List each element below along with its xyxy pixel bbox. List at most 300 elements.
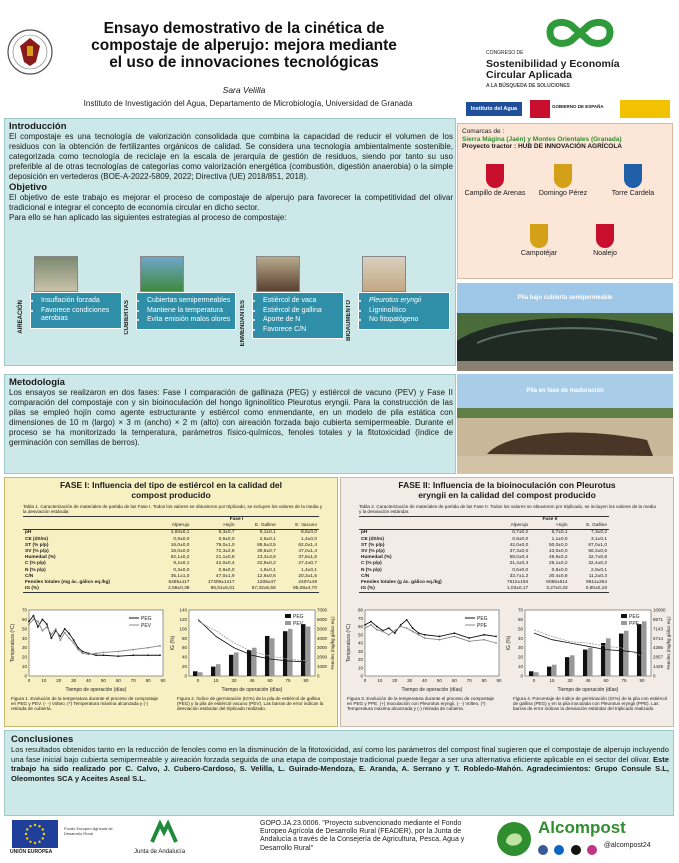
partner-logos bbox=[462, 98, 674, 120]
figure3-chart bbox=[345, 604, 505, 694]
data-point bbox=[376, 629, 378, 631]
eu-star bbox=[34, 842, 36, 844]
intro-heading: Introducción bbox=[9, 121, 67, 132]
x-axis-label: Tiempo de operación (días) bbox=[65, 687, 127, 693]
facebook-icon[interactable] bbox=[538, 845, 548, 855]
municipio-name: Torre Cardela bbox=[611, 190, 655, 197]
data-point bbox=[42, 630, 44, 632]
table-cell: CE (dS/m) bbox=[25, 536, 48, 542]
x-tick-label: 10 bbox=[377, 678, 383, 683]
data-point bbox=[37, 620, 39, 622]
y-tick-label: 0 bbox=[24, 673, 27, 679]
data-point bbox=[394, 632, 396, 634]
strategy-aireación bbox=[18, 256, 124, 360]
table-cell: 79,0±1,0 bbox=[215, 542, 235, 548]
x-tick-label: 80 bbox=[145, 678, 151, 683]
table-cell: 1,4±0,0 bbox=[301, 536, 317, 542]
strategy-item: • Cubiertas semipermeables bbox=[147, 297, 232, 306]
table-cell: 2407±49 bbox=[298, 580, 317, 586]
x-axis-label: Tiempo de operación (días) bbox=[557, 687, 619, 693]
data-point bbox=[95, 654, 97, 656]
table-cell: 17409±1417 bbox=[207, 580, 235, 586]
strategy-cubiertas bbox=[124, 256, 238, 360]
y-axis-label: IG (%) bbox=[170, 635, 176, 651]
data-point bbox=[82, 651, 84, 653]
comarcas-region: Sierra Mágina (Jaén) y Montes Orientales (Granada) bbox=[462, 135, 622, 143]
bar-peg bbox=[283, 631, 288, 676]
table-row bbox=[359, 530, 609, 537]
municipio bbox=[508, 224, 570, 258]
intro-text: El compostaje es una tecnología de valorización consolidada que combina la capacidad de reducir el volumen de los residuos con la obtención de fertilizantes orgánicos de calidad. Se considera una tecnología ambientalmente sostenible, categorizada como tecnología de reciclaje en la escala de jerarquía de gestión de residuos, siendo por tanto su uso preferible al de otras tecnologías de categorías como valorización energética (combustión, digestión anaerobia) o la simple deposición en vertederos (BOE-A-2022-5809, 2022; Directiva (UE) 2018/851, 2018). bbox=[9, 132, 453, 181]
bar-ppe bbox=[642, 621, 647, 676]
x-tick-label: 30 bbox=[71, 678, 77, 683]
table-cell: 21,4±0,4 bbox=[509, 561, 529, 567]
instagram-icon[interactable] bbox=[587, 845, 597, 855]
data-point bbox=[28, 620, 30, 622]
data-point bbox=[132, 649, 134, 651]
table-cell: 95,08±4,70 bbox=[278, 586, 319, 593]
data-point bbox=[382, 631, 384, 633]
y-tick-label: 80 bbox=[181, 635, 187, 641]
x-tick-label: 80 bbox=[481, 678, 487, 683]
bar-pev bbox=[198, 672, 203, 676]
x-tick-label: 10 bbox=[41, 678, 47, 683]
x-tick-label: 0 bbox=[532, 678, 536, 683]
y-tick-label: 0 bbox=[184, 673, 187, 679]
proyecto-tractor: Proyecto tractor : HUB DE INNOVACIÓN AGRÍCOLA bbox=[462, 143, 622, 150]
bar-ppe bbox=[534, 672, 539, 676]
table-cell: 50,0±0,0 bbox=[548, 542, 568, 548]
table-cell: 6,3±0,7 bbox=[218, 530, 235, 536]
x-tick-label: 60 bbox=[603, 678, 609, 683]
table-cell: 9611±264 bbox=[586, 580, 607, 586]
institution: Instituto de Investigación del Agua, Departamento de Microbiología, Universidad de Granada bbox=[83, 99, 413, 108]
table-cell: 13,3±3,5 bbox=[257, 555, 276, 561]
metodologia-heading: Metodología bbox=[9, 377, 65, 388]
x-tick-label: 50 bbox=[100, 678, 106, 683]
coat-of-arms-icon bbox=[554, 164, 572, 188]
table-cell: 42,0±0,0 bbox=[509, 542, 529, 548]
table-cell: 7512±194 bbox=[506, 580, 529, 586]
bar-ppe bbox=[570, 655, 575, 676]
congress-line1: Sostenibilidad y Economía bbox=[486, 58, 620, 70]
data-point bbox=[424, 634, 426, 636]
data-point bbox=[483, 634, 485, 636]
table-cell: 9,1±0,1 bbox=[259, 530, 276, 536]
table-cell: 3,27±0,33 bbox=[530, 586, 569, 593]
y-axis-label: Temperatura (ºC) bbox=[10, 623, 16, 663]
congress-small: CONGRESO DE bbox=[486, 50, 524, 56]
bar-peg bbox=[637, 624, 642, 676]
x-tick-label: 75 bbox=[285, 678, 291, 683]
bar-peg bbox=[565, 657, 570, 676]
table-cell: 42,0±0,4 bbox=[215, 561, 235, 567]
table-cell: 0,9±0,0 bbox=[218, 567, 235, 573]
table-cell: 7,3±0,2 bbox=[591, 530, 607, 536]
y2-tick-label: 8571 bbox=[653, 616, 664, 622]
y-tick-label: 0 bbox=[520, 673, 523, 679]
table-cell: pH bbox=[25, 530, 32, 536]
figure3-caption: Figura 3. Evolución de la temperatura durante el proceso de compostaje en PEG y PPE. (+) Inoculación con Pleurotus eryngii, (- -) Volteo, (*) Temperatura máxima alcanzada y (-) retirada de cubierta. bbox=[347, 696, 495, 712]
x-icon[interactable] bbox=[571, 845, 581, 855]
recycle-loop-icon bbox=[540, 14, 630, 50]
strategy-item: • No fitopatógeno bbox=[369, 316, 446, 325]
pila2-caption: Pila en fase de maduración bbox=[526, 388, 604, 394]
y-tick-label: 30 bbox=[357, 648, 363, 654]
y-tick-label: 40 bbox=[181, 654, 187, 660]
x-axis-label: Tiempo de operación (días) bbox=[401, 687, 463, 693]
table-cell: 16,0±0,0 bbox=[170, 549, 190, 555]
objetivo-heading: Objetivo bbox=[9, 182, 48, 193]
data-point bbox=[159, 654, 161, 656]
data-point bbox=[46, 623, 48, 625]
conclusiones-panel bbox=[4, 730, 674, 816]
table-cell: 27,4±0,7 bbox=[298, 561, 317, 567]
table-cell: N (% p/p) bbox=[361, 567, 382, 573]
x-tick-label: 60 bbox=[451, 678, 457, 683]
x-tick-label: 0 bbox=[196, 678, 200, 683]
coat-of-arms-icon bbox=[530, 224, 548, 248]
pila-photo-1 bbox=[457, 283, 673, 371]
brand-name: Alcompost bbox=[538, 818, 626, 837]
legend-label: PEV bbox=[293, 621, 304, 627]
data-point bbox=[64, 628, 66, 630]
junta-andalucia-icon bbox=[144, 818, 184, 846]
legend-label: PEG bbox=[477, 616, 488, 622]
fase1-panel bbox=[4, 477, 338, 727]
eu-star bbox=[34, 824, 36, 826]
y-tick-label: 30 bbox=[21, 645, 27, 651]
data-point bbox=[103, 654, 105, 656]
data-point bbox=[147, 654, 149, 656]
table-cell: 8,6±0,0 bbox=[301, 530, 317, 536]
table2 bbox=[359, 516, 609, 593]
data-point bbox=[412, 627, 414, 629]
y-tick-label: 70 bbox=[21, 607, 27, 613]
y-tick-label: 10 bbox=[357, 665, 363, 671]
data-point bbox=[42, 619, 44, 621]
table-header: Alperujo bbox=[154, 523, 191, 530]
strategy-item: • Estiércol de gallina bbox=[263, 307, 340, 316]
y2-tick-label: 6000 bbox=[317, 616, 328, 622]
data-point bbox=[376, 626, 378, 628]
congress-tagline: A LA BÚSQUEDA DE SOLUCIONES bbox=[486, 83, 570, 89]
table-cell: 3,1±0,1 bbox=[591, 536, 607, 542]
junta-label: Junta de Andalucía bbox=[134, 849, 186, 855]
data-point bbox=[388, 627, 390, 629]
data-point bbox=[103, 652, 105, 654]
social-handle[interactable]: @alcompost24 bbox=[603, 842, 651, 849]
table-cell: 1,1±0,0 bbox=[551, 536, 568, 542]
y-tick-label: 100 bbox=[179, 626, 187, 632]
linkedin-icon[interactable] bbox=[554, 845, 564, 855]
municipio bbox=[464, 164, 526, 198]
y-tick-label: 50 bbox=[21, 626, 27, 632]
table-cell: 2,5±0,1 bbox=[259, 536, 276, 542]
y2-axis-label: Fenoles (mg/kg gálico eq.) bbox=[666, 616, 671, 670]
footer bbox=[4, 818, 674, 860]
bar-peg bbox=[301, 624, 306, 676]
x-tick-label: 20 bbox=[56, 678, 62, 683]
legend-swatch bbox=[621, 614, 627, 618]
x-tick-label: 90 bbox=[303, 678, 309, 683]
table-cell: IG (%) bbox=[23, 586, 154, 593]
table-cell: 1,03±0,17 bbox=[491, 586, 530, 593]
data-point bbox=[55, 628, 57, 630]
y-tick-label: 140 bbox=[179, 607, 187, 613]
eu-star bbox=[25, 833, 27, 835]
y-tick-label: 50 bbox=[517, 626, 523, 632]
table-cell: SV (% p/p) bbox=[25, 549, 49, 555]
data-point bbox=[418, 632, 420, 634]
eu-star bbox=[38, 841, 40, 843]
table-cell: SV (% p/p) bbox=[361, 549, 385, 555]
grant-text: GOPO.JA.23.0006. "Proyecto subvencionado mediante el Fondo Europeo Agrícola de Desarrollo Rural (FEADER), por la Junta de Andalucía a través de la Consejería de Agricultura, Pesca, Agua y Desarrollo Rural" bbox=[260, 820, 465, 852]
strategy-item: • Mantiene la temperatura bbox=[147, 307, 232, 316]
y2-tick-label: 1429 bbox=[653, 664, 664, 670]
municipio-name: Noalejo bbox=[593, 250, 617, 257]
x-tick-label: 0 bbox=[363, 678, 367, 683]
x-tick-label: 60 bbox=[115, 678, 121, 683]
table-cell: 43,0±0,0 bbox=[548, 549, 568, 555]
y-tick-label: 60 bbox=[21, 616, 27, 622]
table-cell: 35,1±1,0 bbox=[170, 573, 190, 579]
y2-tick-label: 7143 bbox=[653, 626, 664, 632]
bar-ppe bbox=[588, 648, 593, 676]
fase2-title: FASE II: Influencia de la bioinoculación con Pleurotus eryngii en la calidad del compost producido bbox=[398, 480, 616, 500]
data-point bbox=[82, 652, 84, 654]
y-tick-label: 70 bbox=[517, 607, 523, 613]
legend-label: PEG bbox=[629, 614, 640, 620]
figure2-chart bbox=[169, 604, 337, 694]
bar-pev bbox=[234, 652, 239, 676]
y-tick-label: 30 bbox=[517, 645, 523, 651]
table-header: E. Vacuno bbox=[278, 523, 319, 530]
data-point bbox=[370, 624, 372, 626]
table1 bbox=[23, 516, 319, 593]
table-cell: 12,9±0,6 bbox=[257, 573, 276, 579]
bar-peg bbox=[211, 667, 216, 676]
y-tick-label: 10 bbox=[21, 664, 27, 670]
table-cell: 86,5±3,5 bbox=[257, 542, 276, 548]
strategy-photo bbox=[362, 256, 406, 292]
data-point bbox=[77, 649, 79, 651]
strategy-item: • Favorece C/N bbox=[263, 326, 340, 335]
bar-pev bbox=[288, 629, 293, 676]
data-point bbox=[364, 624, 366, 626]
table-cell: 57,32±5,58 bbox=[237, 586, 278, 593]
y-tick-label: 20 bbox=[357, 657, 363, 662]
municipio-name: Domingo Pérez bbox=[538, 190, 588, 197]
eu-star bbox=[26, 828, 28, 830]
table-cell: 0,6±0,0 bbox=[512, 567, 529, 573]
data-point bbox=[424, 637, 426, 639]
table-cell: pH bbox=[361, 530, 368, 536]
eu-star bbox=[43, 833, 45, 835]
y2-tick-label: 2857 bbox=[653, 654, 664, 660]
y2-tick-label: 4000 bbox=[317, 635, 328, 641]
data-point bbox=[468, 640, 470, 642]
y-axis-label: Temperatura (ºC) bbox=[346, 623, 352, 663]
x-tick-label: 50 bbox=[436, 678, 442, 683]
table-cell: ST (% p/p) bbox=[361, 542, 385, 548]
table-cell: 0,9±0,0 bbox=[173, 536, 190, 542]
coat-of-arms-icon bbox=[624, 164, 642, 188]
table-cell: 32,7±0,8 bbox=[588, 555, 607, 561]
coat-of-arms-icon bbox=[486, 164, 504, 188]
data-point bbox=[147, 647, 149, 649]
y2-tick-label: 0 bbox=[653, 673, 656, 679]
y2-tick-label: 1000 bbox=[317, 664, 328, 670]
metodologia-text: Los ensayos se realizaron en dos fases: Fase I comparación de gallinaza (PEG) y estiércol de vacuno (PEV) y Fase II comparación del compostaje con y sin bioinoculación del hongo ligninolítico Pleurotus eryngii. Para la construcción de las pilas se empleó hojín como agente estructurante y estiércol como enmendante, en un modelo de pila estática con dimensiones de 10 m (largo) × 3 m (ancho) × 2 m (alto) con aireación forzada bajo cubierta semipermeable. Durante el proceso se ha monitorizado la temperatura, parámetros físico-químicos, fenoles totales y la fitotoxicidad (índice de germinación con semillas de berros). bbox=[9, 388, 453, 447]
data-point bbox=[88, 653, 90, 655]
data-point bbox=[483, 639, 485, 641]
eu-sub: Fondo Europeo Agrícola de Desarrollo Rural bbox=[64, 826, 113, 836]
legend-label: PPE bbox=[629, 621, 640, 627]
data-point bbox=[439, 639, 441, 641]
table-header: E. Galline bbox=[237, 523, 278, 530]
university-logo bbox=[6, 24, 54, 80]
alcompost-logo-icon bbox=[494, 820, 534, 858]
data-point bbox=[400, 624, 402, 626]
y2-tick-label: 3000 bbox=[317, 645, 328, 651]
table-header: Hojín bbox=[191, 523, 236, 530]
y2-tick-label: 2000 bbox=[317, 654, 328, 660]
table-cell: 62,0±1,4 bbox=[298, 542, 317, 548]
table1-caption: Tabla 1. Caracterización de materiales de partida de las Fase I. Todos los valores se obtuvieron por triplicado, se incluyen los valores de la media y la desviación estándar. bbox=[23, 504, 323, 515]
legend-label: PEG bbox=[141, 616, 152, 622]
data-point bbox=[50, 634, 52, 636]
bar-peg bbox=[229, 655, 234, 676]
table-cell: ST (% p/p) bbox=[25, 542, 49, 548]
table-cell: 37,8±1,6 bbox=[298, 555, 317, 561]
data-point bbox=[73, 639, 75, 641]
y2-tick-label: 0 bbox=[317, 673, 320, 679]
x-tick-label: 40 bbox=[86, 678, 92, 683]
bar-peg bbox=[619, 634, 624, 676]
objetivo-text-2: Para ello se han aplicado las siguientes estrategias al proceso de compostaje: bbox=[9, 213, 287, 222]
data-point bbox=[68, 633, 70, 635]
strategy-item: • Insuflación forzada bbox=[41, 297, 118, 306]
strategy-photo bbox=[34, 256, 78, 292]
x-tick-label: 30 bbox=[231, 678, 237, 683]
x-tick-label: 15 bbox=[549, 678, 555, 683]
table-header bbox=[23, 523, 154, 530]
data-point bbox=[33, 615, 35, 617]
pila1-caption: Pila bajo cubierta semipermeable bbox=[517, 295, 613, 301]
y2-axis-label: Fenoles (mg/kg gálico eq.) bbox=[330, 616, 335, 670]
comarcas-label: Comarcas de : bbox=[462, 128, 505, 135]
strategy-enmendantes bbox=[240, 256, 346, 360]
table-cell: CE (dS/m) bbox=[361, 536, 384, 542]
y-tick-label: 20 bbox=[181, 664, 187, 670]
legend-swatch bbox=[621, 621, 627, 625]
table-cell: C/N bbox=[361, 573, 370, 579]
table-cell: 5485±117 bbox=[168, 580, 190, 586]
municipio bbox=[532, 164, 594, 198]
table-cell: 32,4±0,2 bbox=[588, 561, 607, 567]
x-tick-label: 90 bbox=[639, 678, 645, 683]
y-tick-label: 80 bbox=[357, 607, 363, 613]
table-cell: 0,9±0,0 bbox=[512, 536, 529, 542]
table-cell: IG (%) bbox=[359, 586, 491, 593]
fase1-title: FASE I: Influencia del tipo de estiércol en la calidad del compost producido bbox=[59, 480, 282, 500]
table-cell: Humedad (%) bbox=[361, 555, 392, 561]
table-cell: C (% p/p) bbox=[25, 561, 46, 567]
coat-of-arms-icon bbox=[596, 224, 614, 248]
bar-ppe bbox=[624, 631, 629, 676]
congress-logo bbox=[480, 14, 670, 98]
table-cell: 20,3±1,5 bbox=[298, 573, 317, 579]
y-axis-label: IG (%) bbox=[506, 635, 512, 651]
poster-title: Ensayo demostrativo de la cinética de compostaje de alperujo: mejora mediante el uso de innovaciones tecnológicas bbox=[91, 20, 397, 71]
data-point bbox=[64, 632, 66, 634]
table-group-header: Fase I bbox=[154, 517, 319, 524]
table-header: Hojín bbox=[530, 523, 569, 530]
data-point bbox=[59, 636, 61, 638]
y-tick-label: 60 bbox=[517, 616, 523, 622]
bar-pev bbox=[306, 627, 311, 677]
x-tick-label: 30 bbox=[567, 678, 573, 683]
y2-tick-label: 10000 bbox=[653, 607, 666, 613]
eu-star bbox=[42, 828, 44, 830]
table-row bbox=[359, 586, 609, 593]
table-cell: 37,3±0,0 bbox=[509, 549, 529, 555]
metodologia-panel bbox=[4, 374, 456, 474]
table-cell: 4,93±0,1 bbox=[170, 530, 190, 536]
data-point bbox=[59, 639, 61, 641]
x-tick-label: 90 bbox=[496, 678, 502, 683]
figure4-caption: Figura 4. Porcentaje de índice de germinación (IG%) de la pila con estiércol de gallina (PEG) y en la pila inoculada con Pleurotus eryngii (PPE). Las barras de error indican la desviación estándar del triplicado realizado. bbox=[513, 696, 667, 712]
table-cell: Humedad (%) bbox=[25, 555, 56, 561]
x-tick-label: 20 bbox=[392, 678, 398, 683]
table-cell: C/N bbox=[25, 573, 34, 579]
table-group-header: Fase II bbox=[491, 517, 609, 524]
table-cell: 2,9±0,1 bbox=[591, 567, 607, 573]
table-cell: 87,0±1,0 bbox=[588, 542, 607, 548]
strategy-photo bbox=[140, 256, 184, 292]
pila-photo-2 bbox=[457, 374, 673, 474]
data-point bbox=[68, 637, 70, 639]
data-point bbox=[406, 619, 408, 621]
figure1-chart bbox=[9, 604, 169, 694]
eu-star bbox=[26, 837, 28, 839]
table-cell: 96,61±5,01 bbox=[191, 586, 236, 593]
table-cell: 21,1±0,8 bbox=[215, 555, 235, 561]
table-cell: 0,8±0,0 bbox=[551, 567, 568, 573]
data-point bbox=[159, 645, 161, 647]
table-cell: 0,6±0,0 bbox=[218, 536, 235, 542]
table2-caption: Tabla 2. Caracterización de materiales de partida de las Fase II. Todos los valores se obtuvieron por triplicado, se incluyen los valores de la media y la desviación estándar. bbox=[359, 504, 656, 515]
table-cell: 1,9±0,1 bbox=[259, 567, 276, 573]
legend-swatch bbox=[285, 621, 291, 625]
x-tick-label: 45 bbox=[585, 678, 591, 683]
figure4-chart bbox=[505, 604, 673, 694]
strategy-item: • Pleurotus eryngii bbox=[369, 297, 446, 306]
data-point bbox=[439, 636, 441, 638]
figure1-caption: Figura 1. Evolución de la temperatura durante el proceso de compostaje en PEG y PEV. (- -) Volteo, (*) Temperatura máxima alcanzada y (-) retirada de cubierta. bbox=[11, 696, 159, 712]
table-cell: 33,7±1,2 bbox=[509, 573, 529, 579]
strategy-item: • Ligninolítico bbox=[369, 307, 446, 316]
y-tick-label: 60 bbox=[357, 624, 363, 629]
legend-swatch bbox=[285, 614, 291, 618]
y-tick-label: 50 bbox=[357, 632, 363, 638]
y-tick-label: 40 bbox=[21, 635, 27, 641]
table-cell: Fenoles totales (mg ác. gálico eq./kg) bbox=[25, 580, 111, 586]
strategy-label: CUBIERTAS bbox=[124, 300, 130, 335]
strategy-photo bbox=[256, 256, 300, 292]
legend-label: PEV bbox=[141, 623, 152, 629]
